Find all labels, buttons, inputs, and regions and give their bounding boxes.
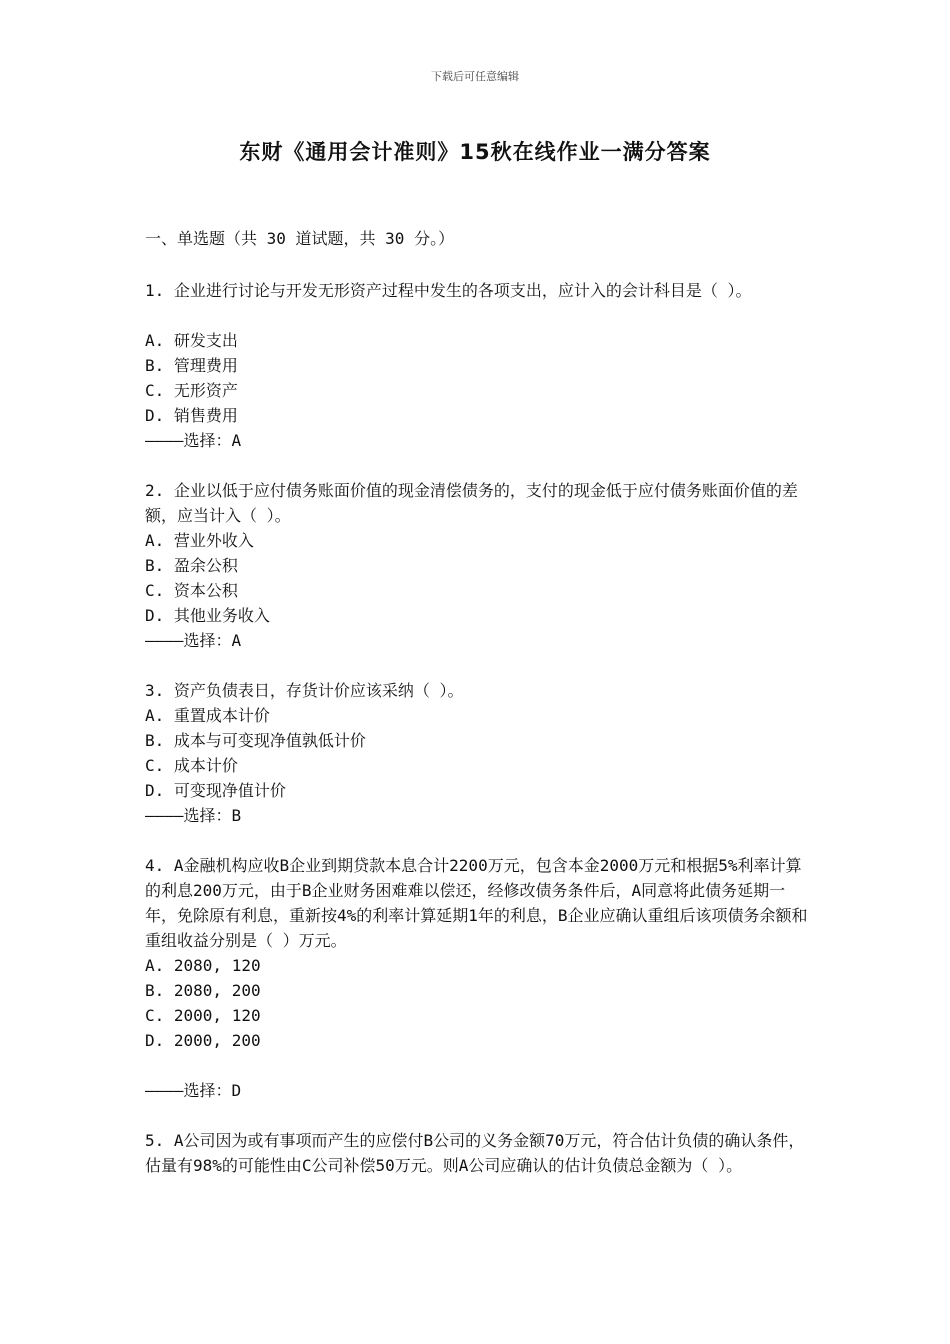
answer-line: ————选择：B (145, 806, 242, 825)
option-a: A. 2080, 120 (145, 956, 261, 975)
answer-line: ————选择：A (145, 631, 242, 650)
question-text: 4. A金融机构应收B企业到期贷款本息合计2200万元，包含本金2000万元和根据5%利率计算的利息200万元，由于B企业财务困难难以偿还，经修改债务条件后，A同意将此债务延期一年，免除原有利息，重新按4%的利率计算延期1年的利息，B企业应确认重组后该项债务余额和重组收益分别是（ ）万元。 (145, 856, 808, 950)
question-5 (145, 1128, 810, 1178)
option-b: B. 成本与可变现净值孰低计价 (145, 731, 366, 750)
option-a: A. 重置成本计价 (145, 706, 270, 725)
option-b: B. 2080, 200 (145, 981, 261, 1000)
option-c: C. 2000, 120 (145, 1006, 261, 1025)
question-4 (145, 853, 810, 1103)
question-text: 3. 资产负债表日，存货计价应该采纳（ ）。 (145, 681, 464, 700)
option-d: D. 销售费用 (145, 406, 238, 425)
option-d: D. 可变现净值计价 (145, 781, 286, 800)
option-c: C. 资本公积 (145, 581, 238, 600)
question-text: 2. 企业以低于应付债务账面价值的现金清偿债务的，支付的现金低于应付债务账面价值的差额，应当计入（ ）。 (145, 481, 798, 525)
option-c: C. 无形资产 (145, 381, 238, 400)
answer-line: ————选择：D (145, 1081, 242, 1100)
question-text: 1. 企业进行讨论与开发无形资产过程中发生的各项支出，应计入的会计科目是（ ）。 (145, 281, 752, 300)
question-3 (145, 678, 810, 828)
question-text: 5. A公司因为或有事项而产生的应偿付B公司的义务金额70万元，符合估计负债的确认条件，估量有98%的可能性由C公司补偿50万元。则A公司应确认的估计负债总金额为（ ）。 (145, 1131, 805, 1175)
option-b: B. 管理费用 (145, 356, 238, 375)
option-b: B. 盈余公积 (145, 556, 238, 575)
option-d: D. 2000, 200 (145, 1031, 261, 1050)
section-heading: 一、单选题（共 30 道试题，共 30 分。） (145, 229, 455, 248)
answer-line: ————选择：A (145, 431, 242, 450)
option-a: A. 营业外收入 (145, 531, 254, 550)
option-d: D. 其他业务收入 (145, 606, 270, 625)
document-body (145, 226, 810, 1178)
question-2 (145, 478, 810, 653)
option-c: C. 成本计价 (145, 756, 238, 775)
document-title: 东财《通用会计准则》15秋在线作业一满分答案 (239, 140, 711, 164)
question-1 (145, 278, 810, 453)
option-a: A. 研发支出 (145, 331, 238, 350)
page-header: 下载后可任意编辑 (431, 70, 519, 83)
